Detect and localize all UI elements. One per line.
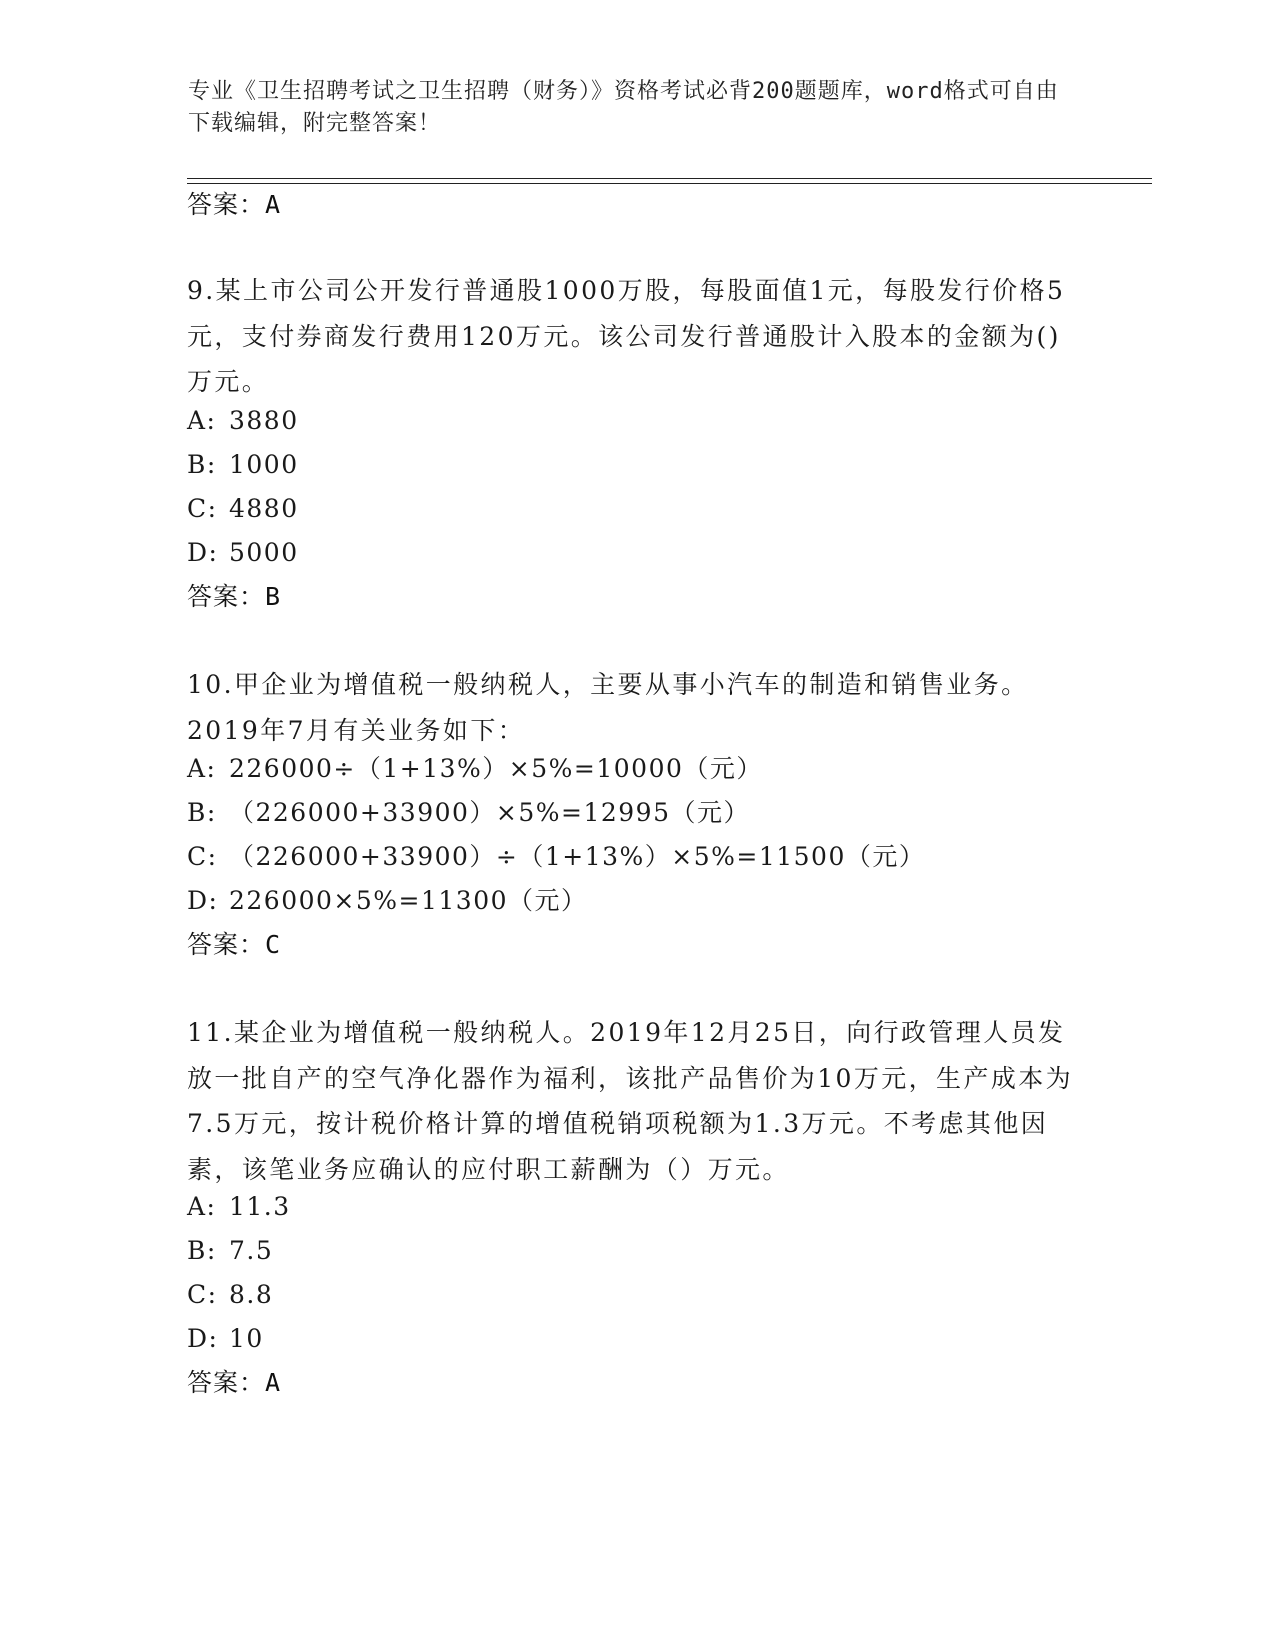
- question-9-option-c: [187, 492, 299, 526]
- option-letter: A:: [187, 1192, 217, 1221]
- previous-answer: 答案：A: [187, 190, 282, 219]
- option-letter: D:: [187, 1324, 219, 1353]
- option-letter: A:: [187, 406, 217, 435]
- option-letter: C:: [187, 494, 218, 523]
- header-divider-bottom: [187, 183, 1152, 184]
- question-9-option-a: [187, 404, 299, 438]
- option-text: 5000: [229, 538, 299, 567]
- question-10-option-a: [187, 752, 763, 786]
- question-9-text: 9.某上市公司公开发行普通股1000万股，每股面值1元，每股发行价格5元，支付券商发行费用120万元。该公司发行普通股计入股本的金额为()万元。: [187, 276, 1066, 396]
- option-letter: D:: [187, 538, 219, 567]
- question-10-text: 10.甲企业为增值税一般纳税人，主要从事小汽车的制造和销售业务。2019年7月有关业务如下：: [187, 670, 1029, 745]
- document-header: 专业《卫生招聘考试之卫生招聘（财务）》资格考试必背200题题库，word格式可自由下载编辑，附完整答案！: [188, 79, 1059, 136]
- question-10-option-b: [187, 796, 750, 830]
- option-text: 7.5: [229, 1236, 274, 1265]
- option-text: 4880: [229, 494, 299, 523]
- option-text: 226000×5%=11300（元）: [229, 886, 588, 915]
- option-text: （226000+33900）÷（1+13%）×5%=11500（元）: [229, 842, 926, 871]
- question-10-option-c: [187, 840, 925, 874]
- option-letter: B:: [187, 798, 217, 827]
- option-text: 11.3: [229, 1192, 291, 1221]
- option-text: （226000+33900）×5%=12995（元）: [229, 798, 750, 827]
- option-letter: D:: [187, 886, 219, 915]
- question-10-option-d: [187, 884, 588, 918]
- question-9-option-b: [187, 448, 299, 482]
- option-text: 10: [229, 1324, 264, 1353]
- question-10-answer: 答案：C: [187, 930, 282, 959]
- header-divider-top: [187, 178, 1152, 179]
- option-letter: C:: [187, 1280, 218, 1309]
- option-text: 1000: [229, 450, 299, 479]
- option-text: 226000÷（1+13%）×5%=10000（元）: [229, 754, 763, 783]
- question-11-text: 11.某企业为增值税一般纳税人。2019年12月25日，向行政管理人员发放一批自产的空气净化器作为福利，该批产品售价为10万元，生产成本为7.5万元，按计税价格计算的增值税销项税额为1.3万元。不考虑其他因素，该笔业务应确认的应付职工薪酬为（）万元。: [187, 1018, 1074, 1184]
- question-11-option-b: [187, 1234, 273, 1268]
- option-letter: C:: [187, 842, 218, 871]
- option-text: 3880: [229, 406, 299, 435]
- question-9-answer: 答案：B: [187, 582, 282, 611]
- question-9-option-d: [187, 536, 299, 570]
- question-11-option-a: [187, 1190, 291, 1224]
- option-letter: B:: [187, 1236, 217, 1265]
- option-letter: A:: [187, 754, 217, 783]
- option-letter: B:: [187, 450, 217, 479]
- question-11-option-d: [187, 1322, 264, 1356]
- question-11-answer: 答案：A: [187, 1368, 282, 1397]
- question-11-option-c: [187, 1278, 273, 1312]
- option-text: 8.8: [229, 1280, 274, 1309]
